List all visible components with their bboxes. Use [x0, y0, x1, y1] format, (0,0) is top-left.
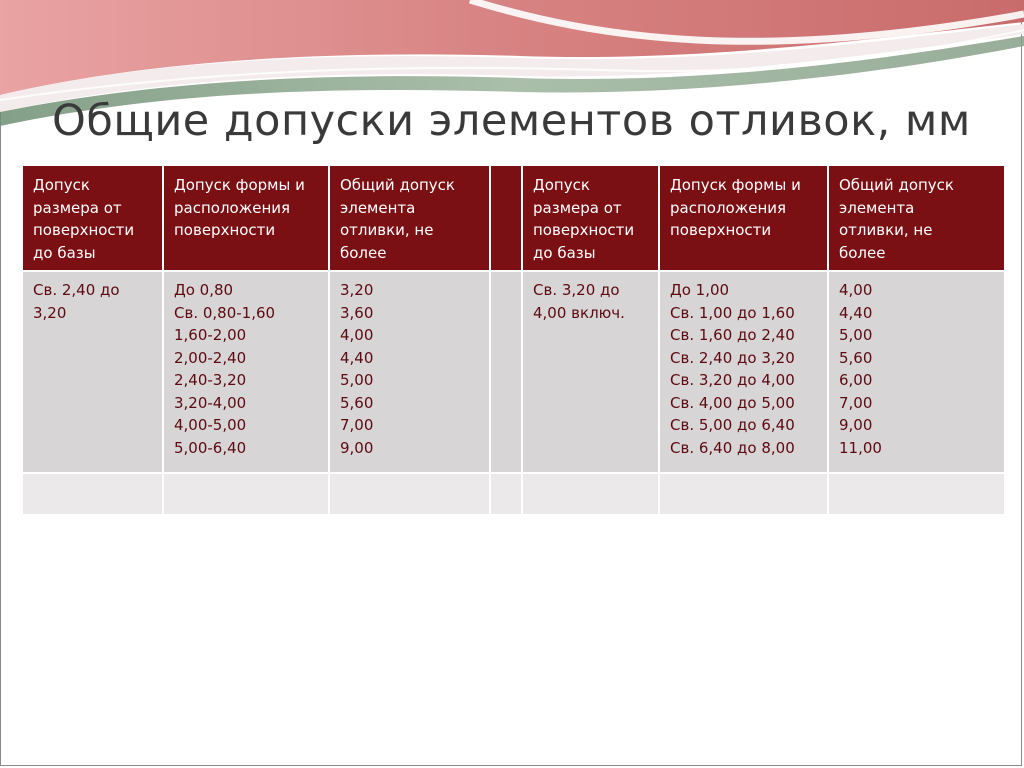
cell-line: размера от	[33, 198, 122, 217]
cell-line: элемента	[839, 198, 915, 217]
cell-line: поверхности	[533, 221, 635, 239]
cell-line: 9,00	[340, 438, 374, 457]
table-cell-empty	[329, 473, 490, 515]
cell-line: 11,00	[839, 438, 882, 457]
table-cell-empty	[522, 473, 659, 515]
cell-line: 5,00-6,40	[174, 438, 247, 457]
cell-line: 4,00-5,00	[174, 416, 247, 434]
cell-line: Св. 3,20 до 4,00	[670, 371, 795, 389]
cell-line: поверхности	[174, 221, 276, 239]
header-cell	[659, 166, 828, 271]
table-cell	[490, 271, 522, 473]
cell-line: более	[340, 243, 387, 262]
cell-line: Св. 6,40 до 8,00	[670, 438, 795, 457]
cell-line: более	[839, 243, 886, 262]
cell-line: до базы	[533, 243, 596, 262]
cell-line: расположения	[174, 198, 291, 217]
cell-line: Допуск	[33, 176, 90, 194]
cell-line: Св. 2,40 до 3,20	[670, 348, 795, 367]
cell-line: До 0,80	[174, 281, 234, 299]
header-cell	[23, 166, 163, 271]
cell-line: 5,60	[839, 348, 873, 367]
cell-line: Допуск формы и	[670, 176, 801, 194]
cell-line: 7,00	[340, 416, 374, 434]
table-cell	[163, 271, 329, 473]
cell-line: 4,00 включ.	[533, 303, 625, 322]
cell-line: поверхности	[33, 221, 135, 239]
cell-line: Св. 1,00 до 1,60	[670, 303, 795, 322]
cell-line: 9,00	[839, 416, 873, 434]
cell-line: 4,40	[340, 348, 374, 367]
header-cell	[163, 166, 329, 271]
table-cell-empty	[163, 473, 329, 515]
table-row	[23, 271, 1004, 473]
cell-line: отливки, не	[340, 221, 434, 239]
cell-line: Допуск	[533, 176, 590, 194]
cell-line: Св. 4,00 до 5,00	[670, 393, 795, 412]
slide-title: Общие допуски элементов отливок, мм	[52, 96, 971, 146]
table-header-row	[23, 166, 1004, 271]
cell-line: 4,00	[340, 326, 374, 344]
table-cell	[659, 271, 828, 473]
cell-line: 4,00	[839, 281, 873, 299]
cell-line: размера от	[533, 198, 622, 217]
cell-line: до базы	[33, 243, 96, 262]
cell-line: расположения	[670, 198, 787, 217]
cell-line: 3,60	[340, 303, 374, 322]
cell-line: 4,40	[839, 303, 873, 322]
cell-line: Общий допуск	[839, 176, 954, 194]
cell-line: 5,00	[839, 326, 873, 344]
cell-line: 6,00	[839, 371, 873, 389]
tolerance-table	[23, 166, 1004, 516]
cell-line: Св. 5,00 до 6,40	[670, 416, 795, 434]
cell-line: 5,60	[340, 393, 374, 412]
header-cell	[828, 166, 1004, 271]
cell-line: Общий допуск	[340, 176, 455, 194]
cell-line: элемента	[340, 198, 416, 217]
cell-line: Св. 3,20 до	[533, 281, 620, 299]
cell-line: 3,20	[340, 281, 374, 299]
cell-line: 5,00	[340, 371, 374, 389]
cell-line: отливки, не	[839, 221, 933, 239]
table-cell-empty	[23, 473, 163, 515]
table-row-empty	[23, 473, 1004, 515]
table-cell	[23, 271, 163, 473]
table-cell	[522, 271, 659, 473]
cell-line: поверхности	[670, 221, 772, 239]
cell-line: Св. 0,80-1,60	[174, 303, 276, 322]
cell-line: 7,00	[839, 393, 873, 412]
header-cell	[490, 166, 522, 271]
cell-line: Св. 1,60 до 2,40	[670, 326, 795, 344]
table-cell-empty	[828, 473, 1004, 515]
header-cell	[329, 166, 490, 271]
cell-line: До 1,00	[670, 281, 730, 299]
table-cell-empty	[659, 473, 828, 515]
cell-line: 3,20-4,00	[174, 393, 247, 412]
cell-line: 2,00-2,40	[174, 348, 247, 367]
cell-line: 2,40-3,20	[174, 371, 247, 389]
cell-line: 1,60-2,00	[174, 326, 247, 344]
header-cell	[522, 166, 659, 271]
table-cell	[329, 271, 490, 473]
table-cell-empty	[490, 473, 522, 515]
cell-line: 3,20	[33, 303, 67, 322]
cell-line: Св. 2,40 до	[33, 281, 120, 299]
table-cell	[828, 271, 1004, 473]
cell-line: Допуск формы и	[174, 176, 305, 194]
